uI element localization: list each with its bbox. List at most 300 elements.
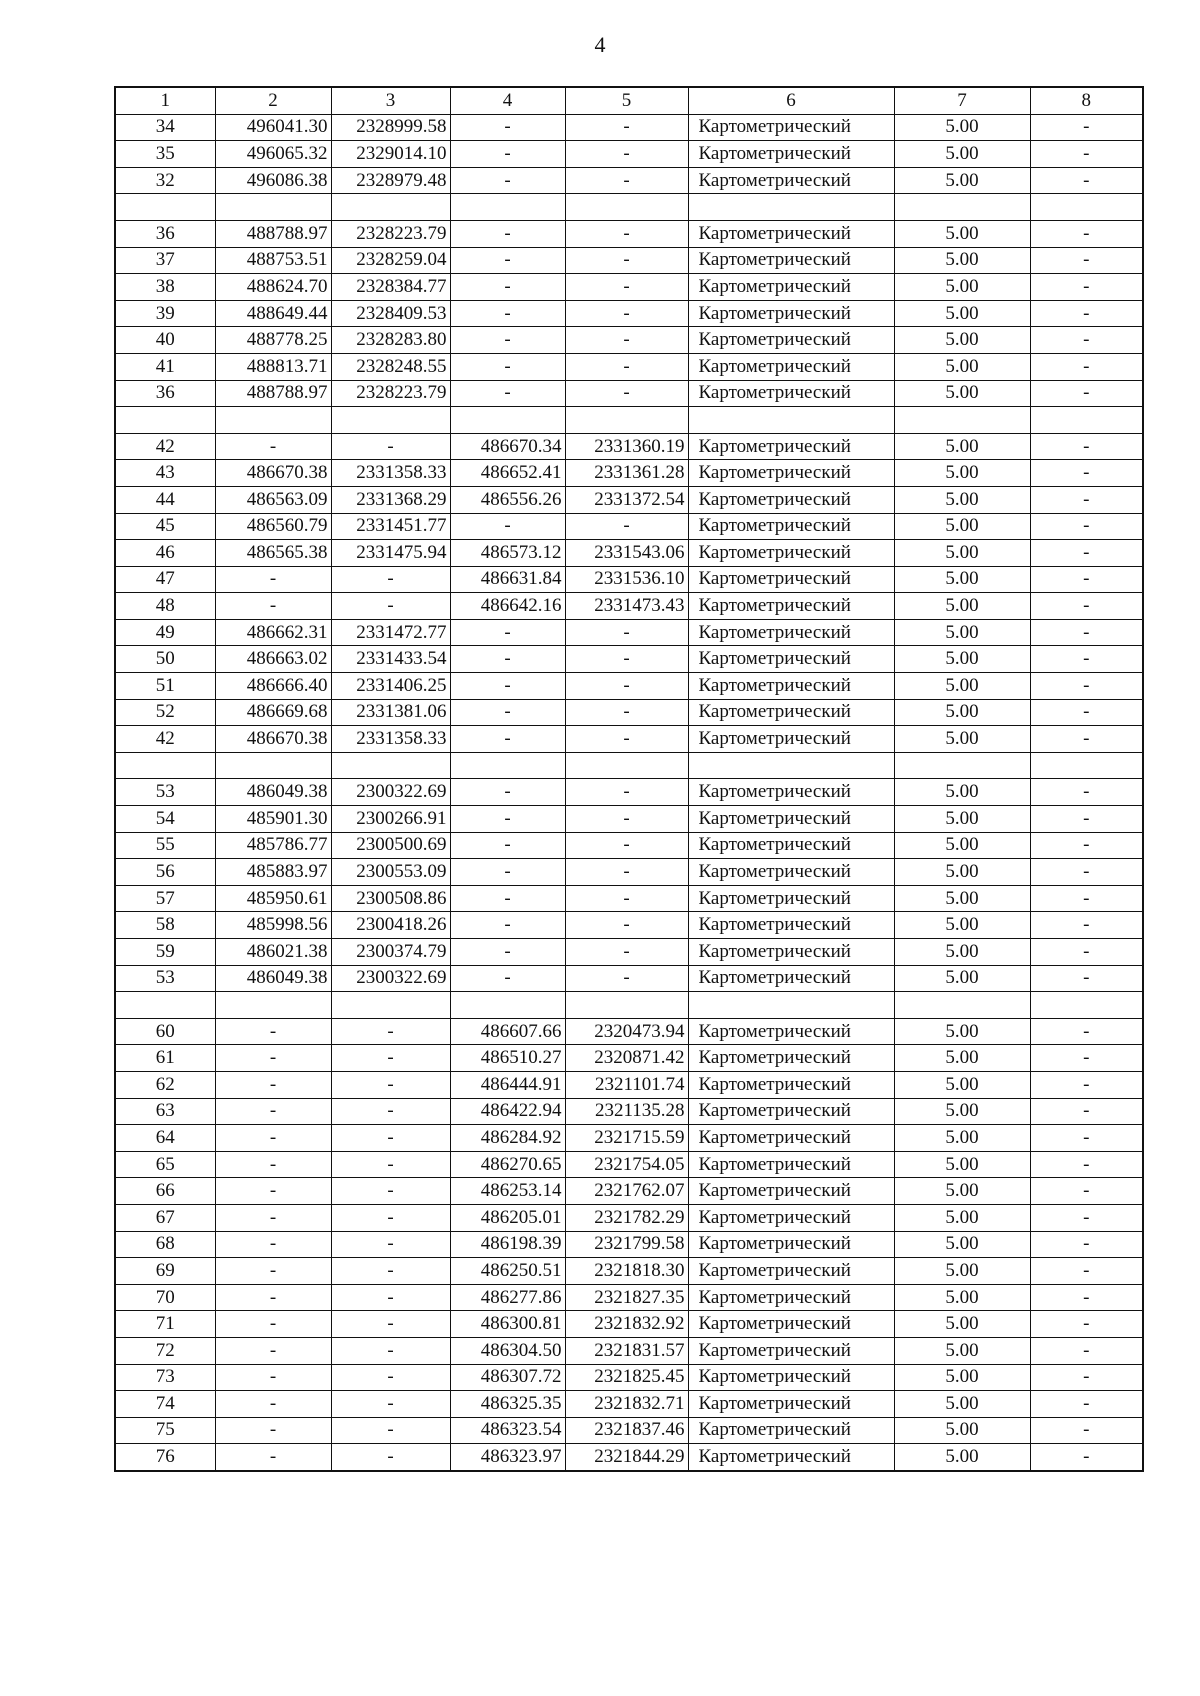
accuracy-cell: 5.00 bbox=[894, 167, 1030, 194]
description-cell: - bbox=[1030, 673, 1143, 700]
method-cell: Картометрический bbox=[688, 726, 894, 753]
accuracy-cell bbox=[894, 407, 1030, 434]
description-cell: - bbox=[1030, 965, 1143, 992]
y-coordinate-cell: - bbox=[331, 1284, 450, 1311]
y-coordinate-cell: - bbox=[331, 1204, 450, 1231]
point-number-cell: 43 bbox=[115, 460, 215, 487]
table-row bbox=[115, 513, 1143, 540]
accuracy-cell: 5.00 bbox=[894, 1311, 1030, 1338]
description-cell: - bbox=[1030, 885, 1143, 912]
x-coordinate-new-cell: - bbox=[450, 141, 565, 168]
description-cell: - bbox=[1030, 912, 1143, 939]
y-coordinate-new-cell: 2321832.71 bbox=[565, 1391, 688, 1418]
description-cell: - bbox=[1030, 1018, 1143, 1045]
method-cell: Картометрический bbox=[688, 1098, 894, 1125]
x-coordinate-new-cell: - bbox=[450, 779, 565, 806]
x-coordinate-cell: - bbox=[215, 1071, 331, 1098]
accuracy-cell: 5.00 bbox=[894, 1045, 1030, 1072]
x-coordinate-cell: - bbox=[215, 1337, 331, 1364]
point-number-cell: 44 bbox=[115, 486, 215, 513]
y-coordinate-cell: 2300266.91 bbox=[331, 806, 450, 833]
x-coordinate-cell: 496041.30 bbox=[215, 114, 331, 141]
y-coordinate-cell: - bbox=[331, 1444, 450, 1471]
point-number-cell bbox=[115, 194, 215, 221]
x-coordinate-cell: 486560.79 bbox=[215, 513, 331, 540]
y-coordinate-cell: 2300374.79 bbox=[331, 939, 450, 966]
x-coordinate-new-cell: 486422.94 bbox=[450, 1098, 565, 1125]
x-coordinate-new-cell: 486323.54 bbox=[450, 1417, 565, 1444]
y-coordinate-cell: 2331368.29 bbox=[331, 486, 450, 513]
y-coordinate-new-cell bbox=[565, 407, 688, 434]
x-coordinate-cell bbox=[215, 752, 331, 779]
method-cell: Картометрический bbox=[688, 247, 894, 274]
description-cell: - bbox=[1030, 247, 1143, 274]
description-cell: - bbox=[1030, 1045, 1143, 1072]
method-cell: Картометрический bbox=[688, 965, 894, 992]
y-coordinate-new-cell: 2321762.07 bbox=[565, 1178, 688, 1205]
table-row bbox=[115, 593, 1143, 620]
table-row bbox=[115, 460, 1143, 487]
point-number-cell: 67 bbox=[115, 1204, 215, 1231]
x-coordinate-cell: - bbox=[215, 1045, 331, 1072]
accuracy-cell: 5.00 bbox=[894, 726, 1030, 753]
point-number-cell: 59 bbox=[115, 939, 215, 966]
method-cell: Картометрический bbox=[688, 1204, 894, 1231]
method-cell: Картометрический bbox=[688, 380, 894, 407]
table-row bbox=[115, 220, 1143, 247]
y-coordinate-new-cell: 2321818.30 bbox=[565, 1258, 688, 1285]
method-cell: Картометрический bbox=[688, 486, 894, 513]
x-coordinate-new-cell: 486444.91 bbox=[450, 1071, 565, 1098]
table-row bbox=[115, 1258, 1143, 1285]
description-cell: - bbox=[1030, 380, 1143, 407]
x-coordinate-new-cell: 486198.39 bbox=[450, 1231, 565, 1258]
point-number-cell: 61 bbox=[115, 1045, 215, 1072]
y-coordinate-cell: - bbox=[331, 1098, 450, 1125]
accuracy-cell: 5.00 bbox=[894, 460, 1030, 487]
x-coordinate-new-cell: - bbox=[450, 912, 565, 939]
y-coordinate-new-cell: 2331361.28 bbox=[565, 460, 688, 487]
x-coordinate-new-cell: - bbox=[450, 699, 565, 726]
x-coordinate-cell: - bbox=[215, 1364, 331, 1391]
y-coordinate-cell: 2300500.69 bbox=[331, 832, 450, 859]
method-cell: Картометрический bbox=[688, 673, 894, 700]
y-coordinate-cell: 2328259.04 bbox=[331, 247, 450, 274]
method-cell: Картометрический bbox=[688, 619, 894, 646]
y-coordinate-cell: - bbox=[331, 1151, 450, 1178]
description-cell: - bbox=[1030, 1151, 1143, 1178]
method-cell bbox=[688, 194, 894, 221]
accuracy-cell: 5.00 bbox=[894, 1231, 1030, 1258]
table-row bbox=[115, 300, 1143, 327]
accuracy-cell: 5.00 bbox=[894, 673, 1030, 700]
description-cell: - bbox=[1030, 353, 1143, 380]
y-coordinate-cell: - bbox=[331, 1045, 450, 1072]
coordinates-table bbox=[114, 86, 1144, 1472]
accuracy-cell: 5.00 bbox=[894, 1417, 1030, 1444]
method-cell: Картометрический bbox=[688, 1258, 894, 1285]
point-number-cell: 51 bbox=[115, 673, 215, 700]
table-row bbox=[115, 646, 1143, 673]
accuracy-cell: 5.00 bbox=[894, 593, 1030, 620]
method-cell: Картометрический bbox=[688, 1045, 894, 1072]
y-coordinate-new-cell: - bbox=[565, 513, 688, 540]
y-coordinate-cell: - bbox=[331, 1364, 450, 1391]
y-coordinate-cell: - bbox=[331, 1071, 450, 1098]
x-coordinate-new-cell: 486631.84 bbox=[450, 566, 565, 593]
y-coordinate-new-cell: 2321135.28 bbox=[565, 1098, 688, 1125]
accuracy-cell: 5.00 bbox=[894, 1258, 1030, 1285]
method-cell: Картометрический bbox=[688, 1391, 894, 1418]
x-coordinate-new-cell: 486253.14 bbox=[450, 1178, 565, 1205]
y-coordinate-cell bbox=[331, 752, 450, 779]
x-coordinate-new-cell: - bbox=[450, 646, 565, 673]
accuracy-cell: 5.00 bbox=[894, 885, 1030, 912]
y-coordinate-cell: - bbox=[331, 1391, 450, 1418]
y-coordinate-new-cell: 2321831.57 bbox=[565, 1337, 688, 1364]
table-row bbox=[115, 1151, 1143, 1178]
y-coordinate-new-cell: 2331473.43 bbox=[565, 593, 688, 620]
method-cell: Картометрический bbox=[688, 114, 894, 141]
table-row bbox=[115, 486, 1143, 513]
table-row bbox=[115, 274, 1143, 301]
table-row bbox=[115, 1045, 1143, 1072]
x-coordinate-cell: - bbox=[215, 1151, 331, 1178]
x-coordinate-new-cell: - bbox=[450, 513, 565, 540]
y-coordinate-cell: 2328999.58 bbox=[331, 114, 450, 141]
method-cell: Картометрический bbox=[688, 1071, 894, 1098]
point-number-cell: 38 bbox=[115, 274, 215, 301]
point-number-cell: 41 bbox=[115, 353, 215, 380]
method-cell: Картометрический bbox=[688, 1364, 894, 1391]
y-coordinate-cell: 2331358.33 bbox=[331, 460, 450, 487]
method-cell bbox=[688, 407, 894, 434]
x-coordinate-new-cell: 486556.26 bbox=[450, 486, 565, 513]
y-coordinate-new-cell: - bbox=[565, 247, 688, 274]
x-coordinate-cell: 486669.68 bbox=[215, 699, 331, 726]
y-coordinate-new-cell: - bbox=[565, 114, 688, 141]
method-cell: Картометрический bbox=[688, 939, 894, 966]
y-coordinate-new-cell: - bbox=[565, 646, 688, 673]
y-coordinate-cell: 2329014.10 bbox=[331, 141, 450, 168]
x-coordinate-new-cell: - bbox=[450, 806, 565, 833]
y-coordinate-new-cell: - bbox=[565, 965, 688, 992]
accuracy-cell: 5.00 bbox=[894, 832, 1030, 859]
x-coordinate-cell: 486049.38 bbox=[215, 779, 331, 806]
point-number-cell: 56 bbox=[115, 859, 215, 886]
x-coordinate-new-cell: - bbox=[450, 220, 565, 247]
column-header: 4 bbox=[450, 87, 565, 114]
accuracy-cell: 5.00 bbox=[894, 513, 1030, 540]
table-row bbox=[115, 167, 1143, 194]
x-coordinate-cell bbox=[215, 992, 331, 1019]
table-row bbox=[115, 939, 1143, 966]
point-number-cell: 52 bbox=[115, 699, 215, 726]
x-coordinate-cell: - bbox=[215, 1018, 331, 1045]
y-coordinate-new-cell: - bbox=[565, 885, 688, 912]
point-number-cell: 34 bbox=[115, 114, 215, 141]
y-coordinate-cell: - bbox=[331, 1258, 450, 1285]
point-number-cell: 68 bbox=[115, 1231, 215, 1258]
x-coordinate-cell bbox=[215, 194, 331, 221]
point-number-cell: 70 bbox=[115, 1284, 215, 1311]
description-cell: - bbox=[1030, 1417, 1143, 1444]
y-coordinate-new-cell: - bbox=[565, 806, 688, 833]
description-cell: - bbox=[1030, 167, 1143, 194]
point-number-cell: 71 bbox=[115, 1311, 215, 1338]
method-cell: Картометрический bbox=[688, 1444, 894, 1471]
method-cell: Картометрический bbox=[688, 274, 894, 301]
y-coordinate-cell: 2331433.54 bbox=[331, 646, 450, 673]
method-cell: Картометрический bbox=[688, 859, 894, 886]
point-number-cell: 63 bbox=[115, 1098, 215, 1125]
accuracy-cell: 5.00 bbox=[894, 220, 1030, 247]
accuracy-cell: 5.00 bbox=[894, 619, 1030, 646]
description-cell: - bbox=[1030, 859, 1143, 886]
table-row bbox=[115, 1337, 1143, 1364]
description-cell bbox=[1030, 992, 1143, 1019]
y-coordinate-cell: - bbox=[331, 593, 450, 620]
accuracy-cell: 5.00 bbox=[894, 699, 1030, 726]
accuracy-cell: 5.00 bbox=[894, 566, 1030, 593]
y-coordinate-new-cell: 2321825.45 bbox=[565, 1364, 688, 1391]
description-cell: - bbox=[1030, 460, 1143, 487]
y-coordinate-new-cell: 2321782.29 bbox=[565, 1204, 688, 1231]
point-number-cell bbox=[115, 407, 215, 434]
method-cell: Картометрический bbox=[688, 1284, 894, 1311]
table-row bbox=[115, 1125, 1143, 1152]
x-coordinate-cell: 486565.38 bbox=[215, 540, 331, 567]
table-row bbox=[115, 247, 1143, 274]
y-coordinate-cell: - bbox=[331, 1125, 450, 1152]
y-coordinate-cell bbox=[331, 992, 450, 1019]
point-number-cell: 49 bbox=[115, 619, 215, 646]
y-coordinate-new-cell: 2331543.06 bbox=[565, 540, 688, 567]
y-coordinate-cell bbox=[331, 194, 450, 221]
x-coordinate-new-cell: 486510.27 bbox=[450, 1045, 565, 1072]
point-number-cell: 48 bbox=[115, 593, 215, 620]
accuracy-cell: 5.00 bbox=[894, 806, 1030, 833]
y-coordinate-new-cell: - bbox=[565, 167, 688, 194]
point-number-cell: 62 bbox=[115, 1071, 215, 1098]
table-row bbox=[115, 673, 1143, 700]
table-row bbox=[115, 859, 1143, 886]
method-cell: Картометрический bbox=[688, 1417, 894, 1444]
separator-row bbox=[115, 992, 1143, 1019]
y-coordinate-new-cell: - bbox=[565, 220, 688, 247]
description-cell: - bbox=[1030, 1098, 1143, 1125]
table-row bbox=[115, 1231, 1143, 1258]
x-coordinate-cell: - bbox=[215, 1231, 331, 1258]
table-row bbox=[115, 566, 1143, 593]
point-number-cell: 73 bbox=[115, 1364, 215, 1391]
accuracy-cell: 5.00 bbox=[894, 1018, 1030, 1045]
point-number-cell: 69 bbox=[115, 1258, 215, 1285]
y-coordinate-new-cell: - bbox=[565, 699, 688, 726]
accuracy-cell: 5.00 bbox=[894, 300, 1030, 327]
x-coordinate-new-cell: 486642.16 bbox=[450, 593, 565, 620]
accuracy-cell bbox=[894, 194, 1030, 221]
x-coordinate-new-cell: 486205.01 bbox=[450, 1204, 565, 1231]
x-coordinate-cell: - bbox=[215, 1204, 331, 1231]
y-coordinate-new-cell: 2321844.29 bbox=[565, 1444, 688, 1471]
x-coordinate-new-cell: 486670.34 bbox=[450, 433, 565, 460]
description-cell: - bbox=[1030, 1258, 1143, 1285]
y-coordinate-cell: 2331381.06 bbox=[331, 699, 450, 726]
method-cell: Картометрический bbox=[688, 1018, 894, 1045]
method-cell: Картометрический bbox=[688, 1151, 894, 1178]
point-number-cell: 64 bbox=[115, 1125, 215, 1152]
accuracy-cell: 5.00 bbox=[894, 433, 1030, 460]
y-coordinate-new-cell: - bbox=[565, 274, 688, 301]
separator-row bbox=[115, 194, 1143, 221]
y-coordinate-cell: 2300508.86 bbox=[331, 885, 450, 912]
x-coordinate-new-cell: 486304.50 bbox=[450, 1337, 565, 1364]
x-coordinate-cell: 496065.32 bbox=[215, 141, 331, 168]
description-cell: - bbox=[1030, 327, 1143, 354]
y-coordinate-new-cell: - bbox=[565, 380, 688, 407]
y-coordinate-cell: - bbox=[331, 1178, 450, 1205]
table-row bbox=[115, 726, 1143, 753]
x-coordinate-new-cell: - bbox=[450, 832, 565, 859]
x-coordinate-cell: - bbox=[215, 1391, 331, 1418]
accuracy-cell: 5.00 bbox=[894, 1178, 1030, 1205]
table-row bbox=[115, 1444, 1143, 1471]
description-cell: - bbox=[1030, 540, 1143, 567]
x-coordinate-cell: 488778.25 bbox=[215, 327, 331, 354]
y-coordinate-cell: - bbox=[331, 1337, 450, 1364]
table-row bbox=[115, 1071, 1143, 1098]
y-coordinate-cell: 2331472.77 bbox=[331, 619, 450, 646]
x-coordinate-cell: 488753.51 bbox=[215, 247, 331, 274]
x-coordinate-new-cell: - bbox=[450, 167, 565, 194]
x-coordinate-new-cell: 486607.66 bbox=[450, 1018, 565, 1045]
x-coordinate-cell: 488624.70 bbox=[215, 274, 331, 301]
point-number-cell: 40 bbox=[115, 327, 215, 354]
column-header: 3 bbox=[331, 87, 450, 114]
table-row bbox=[115, 699, 1143, 726]
method-cell: Картометрический bbox=[688, 300, 894, 327]
point-number-cell bbox=[115, 992, 215, 1019]
x-coordinate-cell: 488788.97 bbox=[215, 380, 331, 407]
y-coordinate-cell: 2300322.69 bbox=[331, 779, 450, 806]
method-cell bbox=[688, 992, 894, 1019]
x-coordinate-new-cell: - bbox=[450, 726, 565, 753]
description-cell: - bbox=[1030, 1364, 1143, 1391]
y-coordinate-new-cell: 2321754.05 bbox=[565, 1151, 688, 1178]
column-header: 6 bbox=[688, 87, 894, 114]
method-cell: Картометрический bbox=[688, 141, 894, 168]
accuracy-cell: 5.00 bbox=[894, 859, 1030, 886]
description-cell: - bbox=[1030, 1071, 1143, 1098]
x-coordinate-cell: 486670.38 bbox=[215, 460, 331, 487]
table-row bbox=[115, 540, 1143, 567]
x-coordinate-new-cell: 486250.51 bbox=[450, 1258, 565, 1285]
x-coordinate-new-cell: - bbox=[450, 859, 565, 886]
x-coordinate-cell: 486563.09 bbox=[215, 486, 331, 513]
description-cell: - bbox=[1030, 779, 1143, 806]
table-row bbox=[115, 114, 1143, 141]
x-coordinate-new-cell: - bbox=[450, 247, 565, 274]
page-number: 4 bbox=[594, 32, 606, 57]
x-coordinate-cell: - bbox=[215, 1098, 331, 1125]
description-cell: - bbox=[1030, 513, 1143, 540]
y-coordinate-new-cell: - bbox=[565, 327, 688, 354]
table-row bbox=[115, 619, 1143, 646]
y-coordinate-new-cell bbox=[565, 752, 688, 779]
y-coordinate-cell: 2331475.94 bbox=[331, 540, 450, 567]
y-coordinate-new-cell: - bbox=[565, 673, 688, 700]
y-coordinate-cell: 2331358.33 bbox=[331, 726, 450, 753]
x-coordinate-cell: - bbox=[215, 593, 331, 620]
method-cell: Картометрический bbox=[688, 167, 894, 194]
accuracy-cell: 5.00 bbox=[894, 1391, 1030, 1418]
accuracy-cell: 5.00 bbox=[894, 141, 1030, 168]
table-row bbox=[115, 1391, 1143, 1418]
x-coordinate-new-cell: - bbox=[450, 380, 565, 407]
accuracy-cell: 5.00 bbox=[894, 1284, 1030, 1311]
y-coordinate-cell: 2328223.79 bbox=[331, 220, 450, 247]
accuracy-cell: 5.00 bbox=[894, 247, 1030, 274]
y-coordinate-new-cell: 2321827.35 bbox=[565, 1284, 688, 1311]
method-cell: Картометрический bbox=[688, 433, 894, 460]
x-coordinate-cell: 485901.30 bbox=[215, 806, 331, 833]
method-cell: Картометрический bbox=[688, 513, 894, 540]
description-cell: - bbox=[1030, 646, 1143, 673]
accuracy-cell: 5.00 bbox=[894, 1444, 1030, 1471]
y-coordinate-new-cell: - bbox=[565, 779, 688, 806]
x-coordinate-new-cell: 486284.92 bbox=[450, 1125, 565, 1152]
x-coordinate-cell: 485998.56 bbox=[215, 912, 331, 939]
method-cell: Картометрический bbox=[688, 912, 894, 939]
table-row bbox=[115, 1204, 1143, 1231]
x-coordinate-cell: 485883.97 bbox=[215, 859, 331, 886]
description-cell: - bbox=[1030, 806, 1143, 833]
y-coordinate-new-cell: - bbox=[565, 859, 688, 886]
description-cell: - bbox=[1030, 1444, 1143, 1471]
point-number-cell bbox=[115, 752, 215, 779]
x-coordinate-cell: - bbox=[215, 1444, 331, 1471]
separator-row bbox=[115, 752, 1143, 779]
table-row bbox=[115, 806, 1143, 833]
point-number-cell: 74 bbox=[115, 1391, 215, 1418]
accuracy-cell: 5.00 bbox=[894, 1204, 1030, 1231]
description-cell bbox=[1030, 407, 1143, 434]
y-coordinate-new-cell: 2321715.59 bbox=[565, 1125, 688, 1152]
description-cell bbox=[1030, 752, 1143, 779]
table-row bbox=[115, 965, 1143, 992]
x-coordinate-new-cell: - bbox=[450, 353, 565, 380]
y-coordinate-new-cell: - bbox=[565, 832, 688, 859]
point-number-cell: 47 bbox=[115, 566, 215, 593]
point-number-cell: 39 bbox=[115, 300, 215, 327]
accuracy-cell: 5.00 bbox=[894, 1337, 1030, 1364]
point-number-cell: 53 bbox=[115, 965, 215, 992]
x-coordinate-new-cell: 486300.81 bbox=[450, 1311, 565, 1338]
x-coordinate-new-cell: - bbox=[450, 274, 565, 301]
x-coordinate-new-cell: 486652.41 bbox=[450, 460, 565, 487]
point-number-cell: 37 bbox=[115, 247, 215, 274]
table-row bbox=[115, 779, 1143, 806]
method-cell: Картометрический bbox=[688, 1311, 894, 1338]
table-row bbox=[115, 380, 1143, 407]
x-coordinate-new-cell bbox=[450, 752, 565, 779]
y-coordinate-new-cell: - bbox=[565, 939, 688, 966]
table-body bbox=[115, 114, 1143, 1471]
table-row bbox=[115, 832, 1143, 859]
column-header: 1 bbox=[115, 87, 215, 114]
table-row bbox=[115, 1178, 1143, 1205]
